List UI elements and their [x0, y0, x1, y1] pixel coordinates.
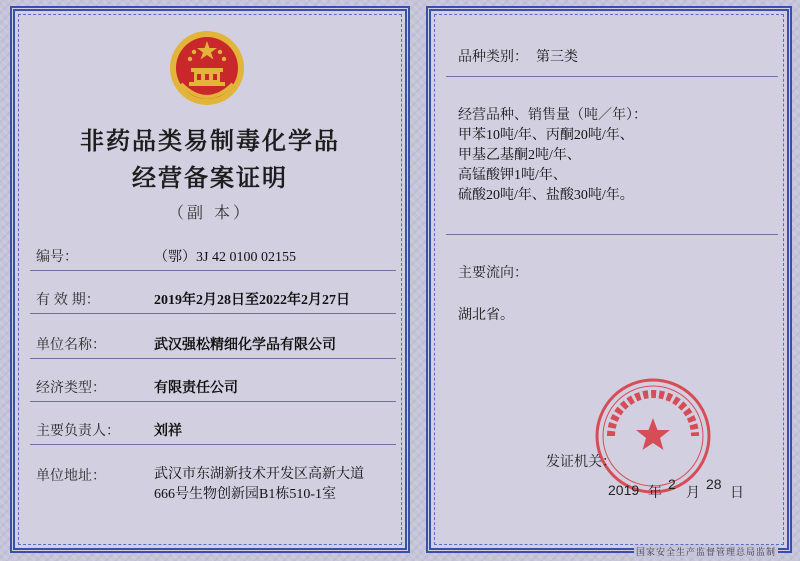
issue-year-unit: 年: [648, 484, 662, 500]
national-emblem-icon: [167, 28, 247, 108]
field-label: 单位地址：: [36, 467, 106, 483]
sales-line: 硫酸20吨/年、盐酸30吨/年。: [458, 188, 634, 203]
category-label: 品种类别：: [458, 48, 528, 64]
field-label: 主要负责人：: [36, 422, 120, 438]
document-subtitle: （副 本）: [167, 203, 253, 222]
issue-day: 28: [706, 476, 722, 492]
address-line1: 武汉市东湖新技术开发区高新大道: [154, 467, 364, 482]
sales-volume-list: [458, 126, 634, 206]
section-divider: [446, 76, 778, 77]
main-flow-label: 主要流向：: [458, 264, 528, 280]
sales-line: 高锰酸钾1吨/年、: [458, 168, 567, 183]
issue-year: 2019: [608, 482, 640, 498]
field-divider: [30, 358, 396, 359]
official-seal-icon: [593, 376, 713, 496]
section-divider: [446, 234, 778, 235]
document-title-line2: 经营备案证明: [132, 163, 288, 192]
field-divider: [30, 270, 396, 271]
field-divider: [30, 313, 396, 314]
right-panel: [426, 6, 792, 557]
footer-issuer: 国家安全生产监督管理总局监制: [635, 547, 776, 557]
field-value: 2019年2月28日至2022年2月27日: [154, 293, 350, 308]
field-label: 经济类型：: [36, 379, 106, 395]
issue-day-unit: 日: [730, 484, 744, 500]
sales-line: 甲基乙基酮2吨/年、: [458, 148, 581, 163]
issue-month-unit: 月: [686, 484, 700, 500]
field-label: 有 效 期：: [36, 291, 100, 307]
field-value: 刘祥: [154, 424, 182, 439]
field-label: 编号：: [36, 248, 78, 264]
left-panel: [10, 6, 410, 553]
field-divider: [30, 401, 396, 402]
document-title-line1: 非药品类易制毒化学品: [80, 126, 340, 155]
category-value: 第三类: [536, 50, 578, 65]
field-divider: [30, 444, 396, 445]
issuing-authority-label: 发证机关：: [546, 453, 616, 469]
main-flow-value: 湖北省。: [458, 308, 514, 323]
address-line2: 666号生物创新园B1栋510-1室: [154, 487, 336, 502]
sales-line: 甲苯10吨/年、丙酮20吨/年、: [458, 128, 634, 143]
field-value: 武汉强松精细化学品有限公司: [154, 338, 336, 353]
field-label: 单位名称：: [36, 336, 106, 352]
field-value: 有限责任公司: [154, 381, 238, 396]
field-value: （鄂）3J 42 0100 02155: [154, 250, 296, 265]
sales-volume-label: 经营品种、销售量（吨／年）：: [458, 106, 647, 122]
field-value: [154, 465, 400, 505]
issue-month: 2: [668, 476, 676, 492]
